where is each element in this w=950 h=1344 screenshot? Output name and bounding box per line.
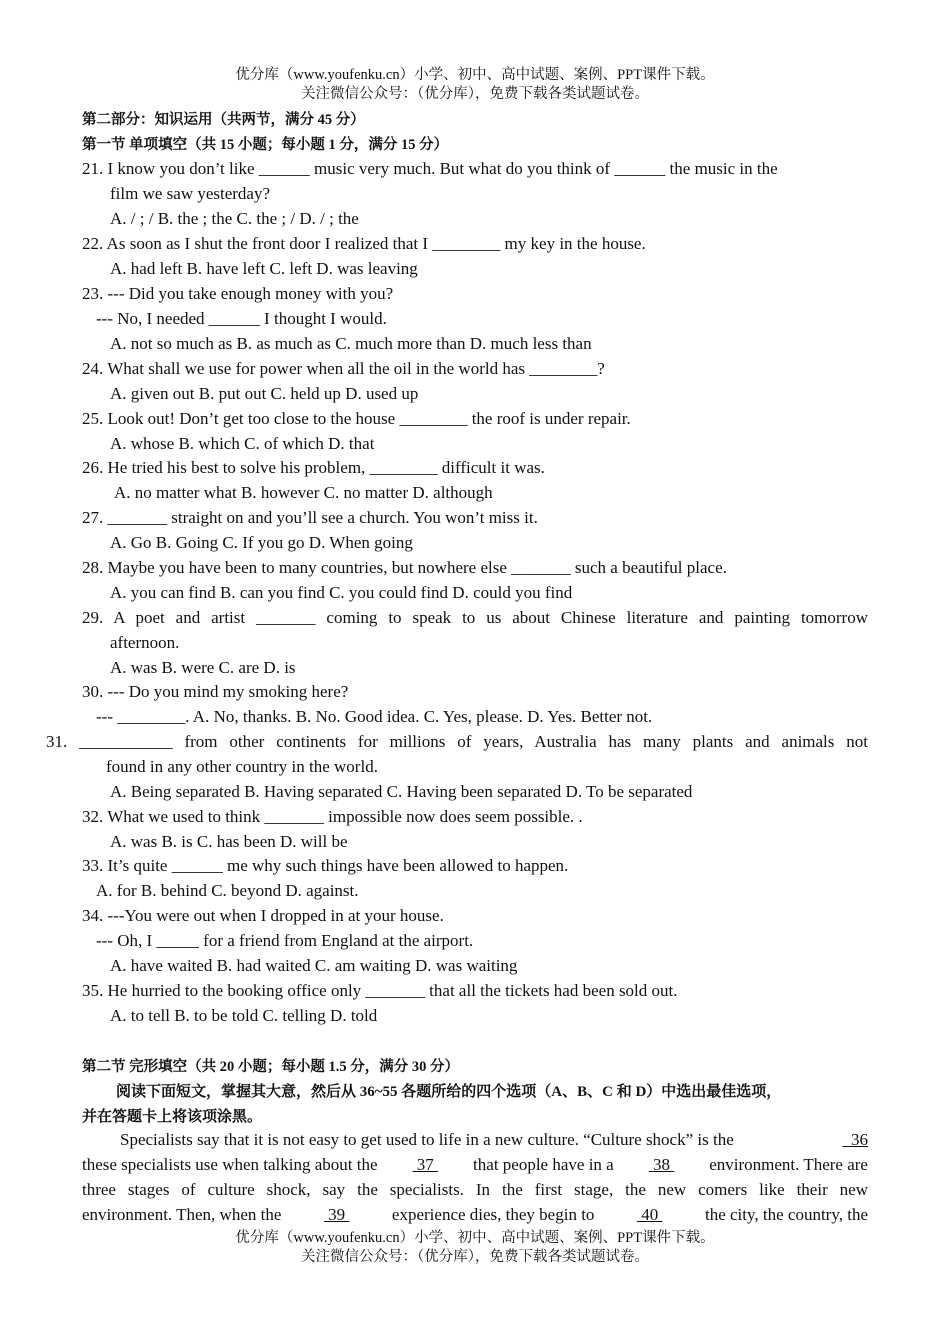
q31-stem-line1: 31. ___________ from other continents for millions of years, Australia has many plants and animals not [46, 732, 868, 751]
q34-stem: 34. ---You were out when I dropped in at your house. [82, 906, 444, 925]
q30-stem: 30. --- Do you mind my smoking here? [82, 682, 349, 701]
q22-options: A. had left B. have left C. left D. was leaving [110, 259, 418, 278]
passage-line-3: three stages of culture shock, say the specialists. In the first stage, the new comers like their new [82, 1180, 868, 1199]
header-line-1: 优分库（www.youfenku.cn）小学、初中、高中试题、案例、PPT课件下载。 [235, 67, 715, 83]
q23-stem: 23. --- Did you take enough money with you? [82, 284, 394, 303]
section2-title: 第二节 完形填空（共 20 小题；每小题 1.5 分，满分 30 分） [82, 1059, 459, 1075]
q27-options: A. Go B. Going C. If you go D. When going [110, 533, 413, 552]
part2-title: 第二部分：知识运用（共两节，满分 45 分） [82, 112, 365, 128]
q22-stem: 22. As soon as I shut the front door I realized that I ________ my key in the house. [82, 234, 646, 253]
blank-36: 36 [842, 1130, 868, 1149]
passage-text: the city, the country, the [704, 1205, 868, 1224]
blank-38: 38 [648, 1155, 675, 1174]
q26-options: A. no matter what B. however C. no matter D. although [114, 483, 493, 502]
q27-stem: 27. _______ straight on and you’ll see a church. You won’t miss it. [82, 508, 538, 527]
q28-stem: 28. Maybe you have been to many countries, but nowhere else _______ such a beautiful place. [82, 558, 727, 577]
q24-options: A. given out B. put out C. held up D. used up [110, 384, 419, 403]
page-footer [0, 1229, 950, 1267]
passage-text: environment. There are [709, 1155, 868, 1174]
passage-text: experience dies, they begin to [391, 1205, 595, 1224]
q31-options: A. Being separated B. Having separated C. Having been separated D. To be separated [110, 782, 693, 801]
q29-options: A. was B. were C. are D. is [110, 658, 296, 677]
q33-stem: 33. It’s quite ______ me why such things have been allowed to happen. [82, 856, 569, 875]
instruction-line2: 并在答题卡上将该项涂黑。 [82, 1109, 263, 1125]
q32-stem: 32. What we used to think _______ impossible now does seem possible. . [82, 807, 583, 826]
q34-options: A. have waited B. had waited C. am waiting D. was waiting [110, 956, 518, 975]
q35-stem: 35. He hurried to the booking office only _______ that all the tickets had been sold out. [82, 981, 678, 1000]
header-line-2: 关注微信公众号：（优分库），免费下载各类试题试卷。 [301, 86, 649, 102]
passage-line-1 [120, 1130, 868, 1150]
q29-stem-line2: afternoon. [110, 633, 180, 652]
page-header-top [0, 66, 950, 104]
q23-reply: --- No, I needed ______ I thought I would. [96, 309, 387, 328]
blank-37: 37 [412, 1155, 439, 1174]
passage-text: these specialists use when talking about the [82, 1155, 378, 1174]
q33-options: A. for B. behind C. beyond D. against. [96, 881, 359, 900]
footer-line-2: 关注微信公众号：（优分库），免费下载各类试题试卷。 [301, 1249, 649, 1265]
passage-text: environment. Then, when the [82, 1205, 282, 1224]
q21-stem-line1: 21. I know you don’t like ______ music very much. But what do you think of ______ the music in the [82, 159, 778, 178]
q28-options: A. you can find B. can you find C. you could find D. could you find [110, 583, 573, 602]
passage-line-4 [82, 1205, 868, 1225]
q26-stem: 26. He tried his best to solve his problem, ________ difficult it was. [82, 458, 545, 477]
q25-options: A. whose B. which C. of which D. that [110, 434, 375, 453]
passage-line-2 [82, 1155, 868, 1175]
blank-39: 39 [323, 1205, 350, 1224]
q30-reply-options: --- ________. A. No, thanks. B. No. Good idea. C. Yes, please. D. Yes. Better not. [96, 707, 653, 726]
passage-text: Specialists say that it is not easy to get used to life in a new culture. “Culture shock” is the [120, 1130, 734, 1149]
q21-stem-line2: film we saw yesterday? [110, 184, 271, 203]
q35-options: A. to tell B. to be told C. telling D. told [110, 1006, 378, 1025]
q25-stem: 25. Look out! Don’t get too close to the house ________ the roof is under repair. [82, 409, 631, 428]
q21-options: A. / ; / B. the ; the C. the ; / D. / ; the [110, 209, 359, 228]
q32-options: A. was B. is C. has been D. will be [110, 832, 348, 851]
q23-options: A. not so much as B. as much as C. much more than D. much less than [110, 334, 592, 353]
footer-line-1: 优分库（www.youfenku.cn）小学、初中、高中试题、案例、PPT课件下载。 [235, 1230, 715, 1246]
section1-title: 第一节 单项填空（共 15 小题；每小题 1 分，满分 15 分） [82, 137, 449, 153]
blank-40: 40 [636, 1205, 663, 1224]
instruction-line1: 阅读下面短文，掌握其大意，然后从 36~55 各题所给的四个选项（A、B、C 和 D）中选出最佳选项， [116, 1084, 782, 1100]
q29-stem-line1: 29. A poet and artist _______ coming to speak to us about Chinese literature and painting tomorrow [82, 608, 868, 627]
q24-stem: 24. What shall we use for power when all the oil in the world has ________? [82, 359, 605, 378]
q34-reply: --- Oh, I _____ for a friend from England at the airport. [96, 931, 474, 950]
q31-stem-line2: found in any other country in the world. [106, 757, 378, 776]
passage-text: that people have in a [473, 1155, 614, 1174]
